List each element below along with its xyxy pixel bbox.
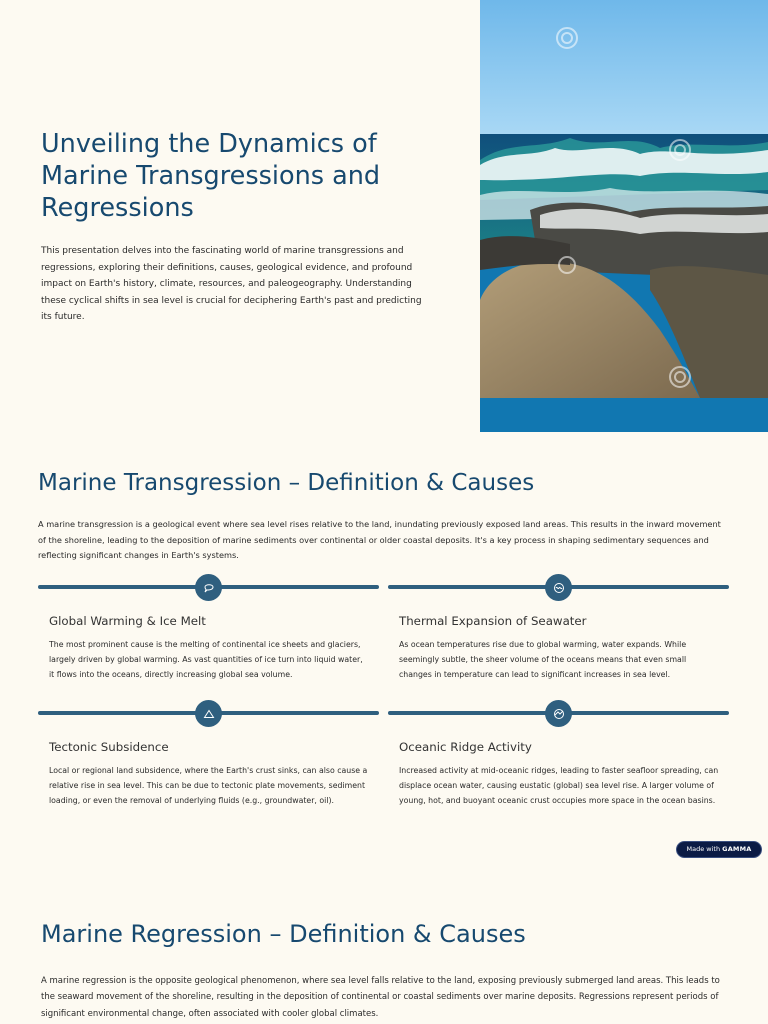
globe-ridge-icon: [545, 700, 572, 727]
melting-ice-icon: [195, 574, 222, 601]
card-title: Global Warming & Ice Melt: [49, 614, 206, 628]
title-slide: [0, 0, 768, 432]
page-title: Unveiling the Dynamics of Marine Transgressions and Regressions: [41, 129, 381, 223]
card-title: Tectonic Subsidence: [49, 740, 169, 754]
card-body: As ocean temperatures rise due to global warming, water expands. While seemingly subtle, the sheer volume of the oceans means that even small changes in temperature can lead to significant increases in sea level.: [399, 640, 687, 679]
made-with-gamma-badge[interactable]: [676, 841, 762, 858]
intro-paragraph: This presentation delves into the fascinating world of marine transgressions and regressions, exploring their definitions, causes, geological evidence, and profound impact on Earth's history, climate, resources, and paleogeography. Understanding these cyclical shifts in sea level is crucial for deciphering Earth's past and predicting its future.: [41, 246, 422, 323]
card-title: Thermal Expansion of Seawater: [399, 614, 587, 628]
hero-image: [480, 0, 768, 432]
transgression-heading: Marine Transgression – Definition & Causes: [38, 470, 535, 496]
regression-paragraph: A marine regression is the opposite geological phenomenon, where sea level falls relative to the land, exposing previously submerged land areas. This leads to the seaward movement of the shoreline, resulting in the deposition of continental or coastal sediments over marine deposits. Regressions represent periods of significant environmental change, often associated with cooler global climates.: [41, 976, 720, 1019]
badge-prefix: Made with: [686, 845, 721, 853]
regression-heading: Marine Regression – Definition & Causes: [41, 920, 526, 948]
mountain-icon: [195, 700, 222, 727]
thermometer-wave-icon: [545, 574, 572, 601]
card-title: Oceanic Ridge Activity: [399, 740, 532, 754]
card-body: The most prominent cause is the melting of continental ice sheets and glaciers, largely driven by global warming. As vast quantities of ice turn into liquid water, it flows into the oceans, directly increasing global sea volume.: [49, 640, 363, 679]
transgression-paragraph: A marine transgression is a geological event where sea level rises relative to the land, inundating previously exposed land areas. This results in the inward movement of the shoreline, leading to the deposition of marine sediments over continental or older coastal deposits. It's a key process in shaping sedimentary sequences and reflecting significant changes in Earth's systems.: [38, 519, 721, 561]
card-body: Increased activity at mid-oceanic ridges, leading to faster seafloor spreading, can displace ocean water, causing eustatic (global) sea level rise. A larger volume of young, hot, and buoyant oceanic crust occupies more space in the ocean basins.: [399, 766, 719, 805]
card-body: Local or regional land subsidence, where the Earth's crust sinks, can also cause a relative rise in sea level. This can be due to tectonic plate movements, sediment loading, or even the removal of underlying fluids (e.g., groundwater, oil).: [49, 766, 368, 805]
gamma-logo: GAMMA: [722, 845, 752, 853]
